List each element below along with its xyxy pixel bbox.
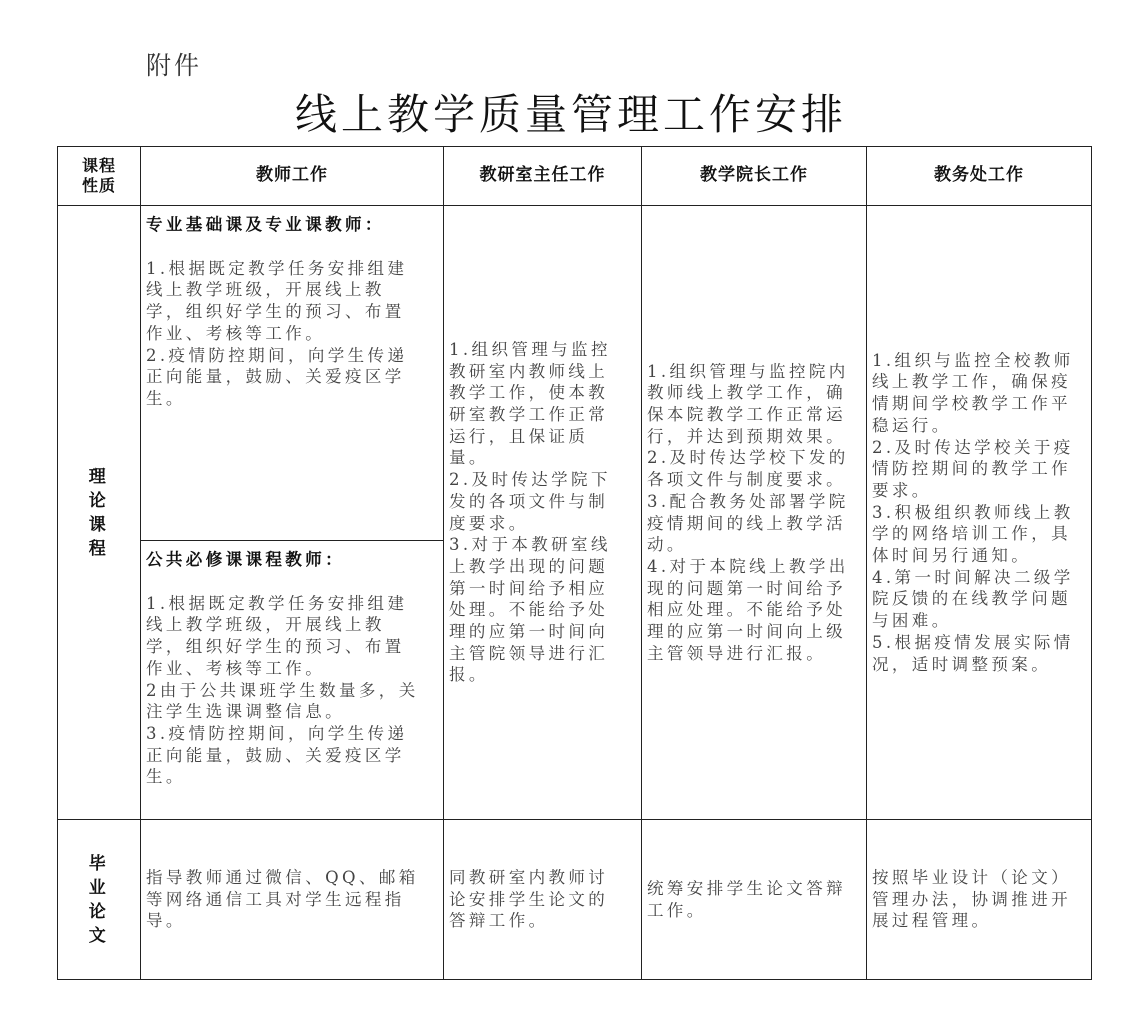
header-dean: 教学院长工作: [642, 147, 867, 206]
header-course-type: 课程 性质: [58, 147, 141, 206]
teacher-group-text: 1.根据既定教学任务安排组建 线上教学班级，开展线上教 学，组织好学生的预习、布置 作业、考核等工作。 2.疫情防控期间，向学生传递 正向能量，鼓励、关爱疫区学 生。: [146, 258, 408, 408]
teacher-group-text: 1.根据既定教学任务安排组建 线上教学班级，开展线上教 学，组织好学生的预习、布置 作业、考核等工作。 2由于公共课班学生数量多，关 注学生选课调整信息。 3.疫情防控期间，向学生传递 正向能量，鼓励、关爱疫区学 生。: [146, 593, 419, 787]
dean-cell: 统筹安排学生论文答辩 工作。: [642, 820, 867, 980]
course-type-thesis: 毕 业 论 文: [58, 820, 141, 980]
dean-cell: 1.组织管理与监控院内 教师线上教学工作，确 保本院教学工作正常运 行，并达到预期效果。 2.及时传达学校下发的 各项文件与制度要求。 3.配合教务处部署学院 疫情期间的线上教学活 动。 4.对于本院线上教学出 现的问题第一时间给予 相应处理。不能给予处 理的应第一时间向上级 主管领导进行汇报。: [642, 206, 867, 820]
office-cell: 按照毕业设计（论文） 管理办法，协调推进开 展过程管理。: [867, 820, 1092, 980]
director-cell: 1.组织管理与监控 教研室内教师线上 教学工作，使本教 研室教学工作正常 运行，且保证质 量。 2.及时传达学院下 发的各项文件与制 度要求。 3.对于本教研室线 上教学出现的问题 第一时间给予相应 处理。不能给予处 理的应第一时间向 主管院领导进行汇 报。: [444, 206, 642, 820]
attachment-label: 附件: [146, 51, 203, 80]
course-type-theory: 理 论 课 程: [58, 206, 141, 820]
table-header-row: [58, 147, 1092, 206]
work-arrangement-table: [57, 146, 1092, 980]
teacher-cell: 指导教师通过微信、QQ、邮箱 等网络通信工具对学生远程指 导。: [141, 820, 444, 980]
teacher-cell-major: [141, 206, 444, 541]
header-teacher: 教师工作: [141, 147, 444, 206]
table-row: [58, 820, 1092, 980]
director-cell: 同教研室内教师讨 论安排学生论文的 答辩工作。: [444, 820, 642, 980]
header-office: 教务处工作: [867, 147, 1092, 206]
teacher-cell-public: [141, 541, 444, 820]
header-director: 教研室主任工作: [444, 147, 642, 206]
page-title: 线上教学质量管理工作安排: [294, 90, 847, 139]
teacher-group-heading: 公共必修课课程教师：: [146, 550, 345, 569]
teacher-group-heading: 专业基础课及专业课教师：: [146, 215, 385, 234]
office-cell: 1.组织与监控全校教师 线上教学工作，确保疫 情期间学校教学工作平 稳运行。 2.及时传达学校关于疫 情防控期间的教学工作 要求。 3.积极组织教师线上教 学的网络培训工作，具 体时间另行通知。 4.第一时间解决二级学 院反馈的在线教学问题 与困难。 5.根据疫情发展实际情 况，适时调整预案。: [867, 206, 1092, 820]
table-row: [58, 206, 1092, 541]
